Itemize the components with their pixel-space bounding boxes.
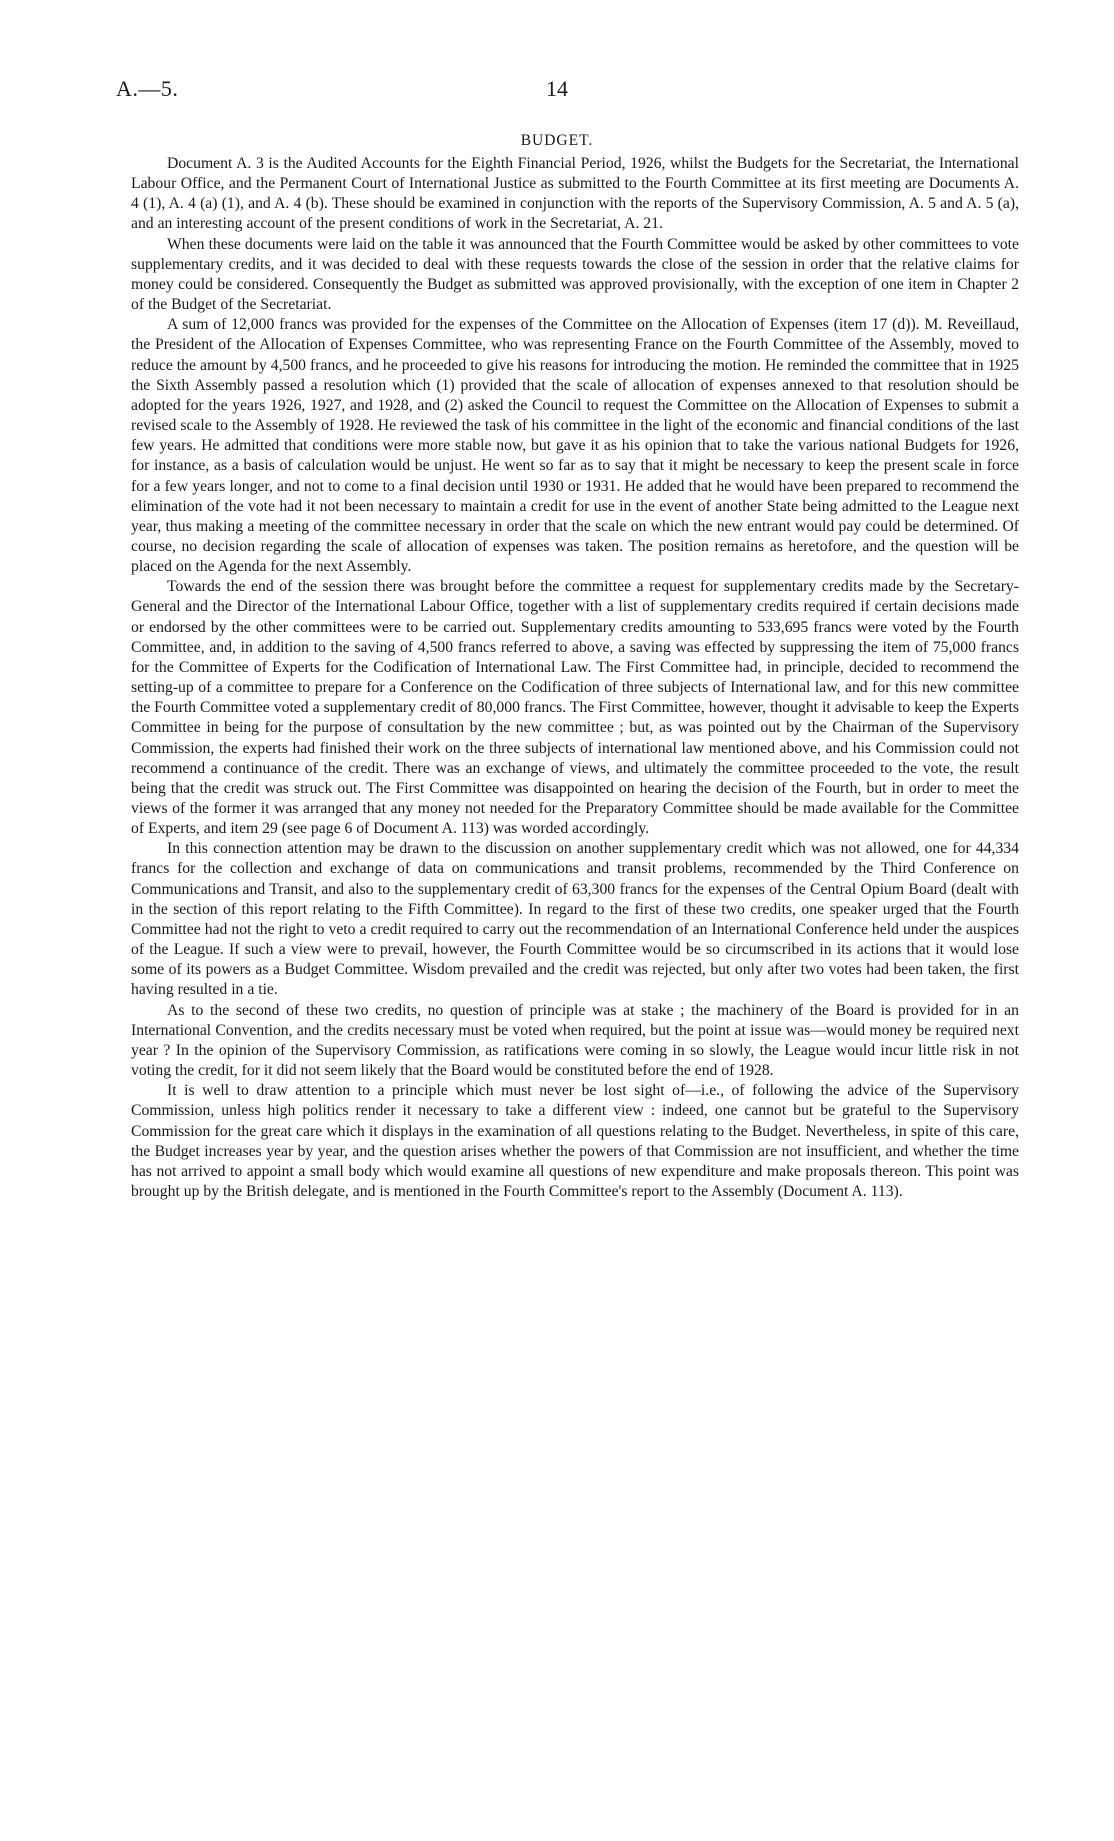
paragraph: In this connection attention may be drawn to the discussion on another supplementary credit which was not allowed, one for 44,334 francs for the collection and exchange of data on communications and transit problems, recommended by the Third Conference on Communications and Transit, and also to the supplementary credit of 63,300 francs for the expenses of the Central Opium Board (dealt with in the section of this report relating to the Fifth Committee). In regard to the first of these two credits, one speaker urged that the Fourth Committee had not the right to veto a credit required to carry out the recommendation of an International Conference held under the auspices of the League. If such a view were to prevail, however, the Fourth Committee would be so circumscribed in its actions that it would lose some of its powers as a Budget Committee. Wisdom prevailed and the credit was rejected, but only after two votes had been taken, the first having resulted in a tie. — [131, 840, 1019, 999]
paragraph: When these documents were laid on the table it was announced that the Fourth Committee would be asked by other committees to vote supplementary credits, and it was decided to deal with these requests towards the close of the session in order that the relative claims for money could be considered. Consequently the Budget as submitted was approved provisionally, with the exception of one item in Chapter 2 of the Budget of the Secretariat. — [131, 235, 1019, 314]
paragraph: Document A. 3 is the Audited Accounts for the Eighth Financial Period, 1926, whilst the Budgets for the Secretariat, the International Labour Office, and the Permanent Court of International Justice as submitted to the Fourth Committee at its first meeting are Documents A. 4 (1), A. 4 (a) (1), and A. 4 (b). These should be examined in conjunction with the reports of the Supervisory Commission, A. 5 and A. 5 (a), and an interesting account of the present conditions of work in the Secretariat, A. 21. — [131, 155, 1019, 233]
paragraph: A sum of 12,000 francs was provided for the expenses of the Committee on the Allocation of Expenses (item 17 (d)). M. Reveillaud, the President of the Allocation of Expenses Committee, who was representing France on the Fourth Committee of the Assembly, moved to reduce the amount by 4,500 francs, and he proceeded to give his reasons for introducing the motion. He reminded the committee that in 1925 the Sixth Assembly passed a resolution which (1) provided that the scale of allocation of expenses annexed to that resolution should be adopted for the years 1926, 1927, and 1928, and (2) asked the Council to request the Committee on the Allocation of Expenses to submit a revised scale to the Assembly of 1928. He reviewed the task of his committee in the light of the economic and financial conditions of the last few years. He admitted that conditions were more stable now, but gave it as his opinion that to take the various national Budgets for 1926, for instance, as a basis of calculation would be unjust. He went so far as to say that it might be necessary to keep the present scale in force for a few years longer, and not to come to a final decision until 1930 or 1931. He added that he would have been prepared to recommend the elimination of the vote had it not been necessary to maintain a credit for use in the event of another State being admitted to the League next year, thus making a meeting of the committee necessary in order that the scale on which the new entrant would pay could be determined. Of course, no decision regarding the scale of allocation of expenses was taken. The position remains as heretofore, and the question will be placed on the Agenda for the next Assembly. — [131, 316, 1019, 576]
page-header — [0, 76, 1114, 106]
paragraph: It is well to draw attention to a principle which must never be lost sight of—i.e., of following the advice of the Supervisory Commission, unless high politics render it necessary to take a different view : indeed, one cannot but be grateful to the Supervisory Commission for the great care which it displays in the examination of all questions relating to the Budget. Nevertheless, in spite of this care, the Budget increases year by year, and the question arises whether the powers of that Commission are not insufficient, and whether the time has not arrived to appoint a small body which would examine all questions of new expenditure and make proposals thereon. This point was brought up by the British delegate, and is mentioned in the Fourth Committee's report to the Assembly (Document A. 113). — [131, 1082, 1019, 1200]
paragraph: As to the second of these two credits, no question of principle was at stake ; the machinery of the Board is provided for in an International Convention, and the credits necessary must be voted when required, but the point at issue was—would money be required next year ? In the opinion of the Supervisory Commission, as ratifications were coming in so slowly, the League would incur little risk in not voting the credit, for it did not seem likely that the Board would be constituted before the end of 1928. — [131, 1001, 1019, 1080]
paragraph: Towards the end of the session there was brought before the committee a request for supplementary credits made by the Secretary-General and the Director of the International Labour Office, together with a list of supplementary credits required if certain decisions made or endorsed by the other committees were to be carried out. Supplementary credits amounting to 533,695 francs were voted by the Fourth Committee, and, in addition to the saving of 4,500 francs referred to above, a saving was effected by suppressing the item of 75,000 francs for the Committee of Experts for the Codification of International Law. The First Committee had, in principle, decided to recommend the setting-up of a committee to prepare for a Conference on the Codification of three subjects of International law, and for this new committee the Fourth Committee voted a supplementary credit of 80,000 francs. The First Committee, however, thought it advisable to keep the Experts Committee in being for the purpose of consultation by the new committee ; but, as was pointed out by the Chairman of the Supervisory Commission, the experts had finished their work on the three subjects of international law mentioned above, and his Commission could not recommend a continuance of the credit. There was an exchange of views, and ultimately the committee proceeded to the vote, the result being that the credit was struck out. The First Committee was disappointed on hearing the decision of the Fourth, but in order to meet the views of the former it was arranged that any money not needed for the Preparatory Committee should be made available for the Committee of Experts, and item 29 (see page 6 of Document A. 113) was worded accordingly. — [131, 578, 1019, 838]
document-reference: A.—5. — [116, 76, 179, 101]
body-text — [131, 154, 1019, 1202]
page-number: 14 — [546, 76, 568, 101]
section-title: BUDGET. — [520, 132, 594, 149]
